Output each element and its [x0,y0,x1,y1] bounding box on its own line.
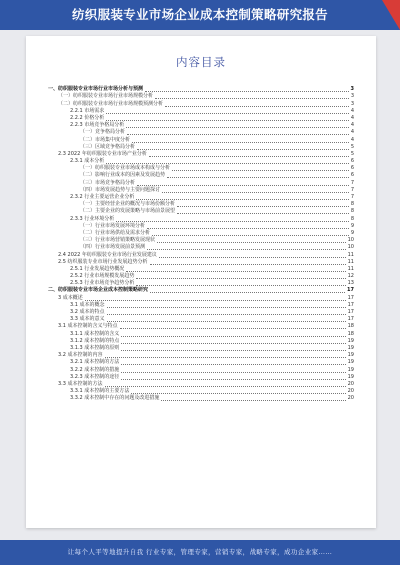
toc-entry-title: 3.2 成本控制的内容 [58,352,103,359]
toc-entry-title: （三）市场竞争格局分析 [80,179,136,186]
toc-entry-page: 7 [350,179,354,186]
toc-entry-title: 2.4 2022 年纺织服装专业市场行业发展建议 [58,251,157,258]
toc-entry[interactable] [48,223,354,230]
toc-leader-dots [149,156,349,157]
toc-leader-dots [150,292,345,293]
toc-entry-page: 5 [350,143,354,150]
toc-entry-title: 2.3 2022 年纺织服装专业市场产业分析 [58,150,147,157]
toc-leader-dots [121,379,345,380]
toc-entry-page: 3 [350,86,354,93]
toc-leader-dots [121,350,345,351]
toc-entry-page: 11 [347,258,354,265]
toc-entry[interactable] [48,151,354,158]
toc-leader-dots [120,328,346,329]
toc-leader-dots [106,113,349,114]
toc-entry-title: 二、纺织服装专业市场企业成本控制策略研究 [48,287,149,294]
toc-entry-page: 4 [350,136,354,143]
toc-leader-dots [136,199,348,200]
toc-entry-page: 6 [350,165,354,172]
toc-entry-title: 2.2.3 市场竞争格局分析 [70,122,125,129]
toc-entry-page: 18 [347,330,354,337]
toc-entry-title: （二）影响行业成本的因素及发展趋势 [80,172,166,179]
toc-leader-dots [157,242,346,243]
toc-entry-title: （一）行业市场发展环境分析 [80,222,146,229]
toc-entry-page: 20 [347,388,354,395]
toc-entry[interactable] [48,244,354,251]
toc-leader-dots [127,134,349,135]
toc-leader-dots [162,192,349,193]
toc-leader-dots [137,185,349,186]
toc-entry-page: 4 [350,114,354,121]
toc-entry-title: （四）市场发展趋势与主要问题探讨 [80,186,161,193]
toc-entry[interactable] [48,273,354,280]
toc-entry[interactable] [48,215,354,222]
toc-entry-page: 10 [347,237,354,244]
toc-entry[interactable] [48,115,354,122]
toc-entry-title: （四）行业市场发展前景预测 [80,244,146,251]
toc-entry-page: 6 [350,172,354,179]
toc-entry[interactable] [48,251,354,258]
toc-entry-page: 17 [347,294,354,301]
toc-leader-dots [177,206,349,207]
toc-entry-title: 3.3.2 成本控制中存在的问题及改进措施 [70,395,160,402]
toc-entry-title: （三）区域竞争格局分析 [80,143,136,150]
toc-entry-title: （一）主要经营企业的概况与市场份额分析 [80,201,176,208]
toc-entry-page: 17 [347,309,354,315]
toc-leader-dots [137,149,349,150]
toc-leader-dots [145,91,349,92]
toc-entry-page: 17 [347,287,354,294]
toc-entry-page: 10 [347,244,354,251]
toc-entry[interactable] [48,388,354,395]
toc-entry-title: 3.1 成本的概念 [70,301,105,308]
toc-entry[interactable] [48,93,354,100]
toc-entry[interactable] [48,330,354,337]
toc-leader-dots [147,249,346,250]
toc-entry[interactable] [48,309,354,316]
toc-entry-title: （二）纺织服装专业市场行业市场规模预测分析 [58,100,164,107]
toc-leader-dots [152,235,349,236]
toc-entry[interactable] [48,294,354,301]
toc-entry[interactable] [48,108,354,115]
toc-entry[interactable] [48,259,354,266]
toc-leader-dots [85,300,346,301]
toc-entry-title: 3.1 成本控制的含义与特点 [58,323,118,330]
toc-entry[interactable] [48,172,354,179]
toc-entry-title: （一）竞争格局分析 [80,129,126,136]
toc-entry-page: 20 [347,395,354,402]
toc-leader-dots [159,257,346,258]
toc-entry-title: 2.3.1 成本分析 [70,158,105,165]
toc-entry-title: 2.5.1 行业发展趋势概况 [70,265,125,272]
toc-entry-title: 2.5.3 行业市场竞争趋势分析 [70,280,135,287]
toc-entry-title: 2.5.2 行业市场规模发展趋势 [70,273,135,280]
toc-entry[interactable] [48,381,354,388]
toc-entry-title: 2.3.2 行业主要运营企业分析 [70,194,135,200]
toc-leader-dots [107,307,346,308]
toc-entry-page: 19 [347,352,354,359]
toc-entry[interactable] [48,287,354,294]
toc-entry[interactable] [48,366,354,373]
toc-entry-title: 3.3 成本控制的方法 [58,380,103,387]
toc-entry-title: 3.2.1 成本控制的方法 [70,359,120,366]
toc-entry-page: 7 [350,194,354,200]
toc-entry[interactable] [48,100,354,107]
toc-entry[interactable] [48,129,354,136]
toc-entry-page: 19 [347,337,354,344]
toc-entry[interactable] [48,179,354,186]
toc-entry[interactable] [48,323,354,330]
toc-entry-page: 4 [350,107,354,114]
toc-entry-title: 3.1.2 成本控制的特点 [70,337,120,344]
toc-entry-title: 2.3.3 行业环境分析 [70,215,115,222]
report-title: 纺织服装专业市场企业成本控制策略研究报告 [71,7,328,22]
toc-entry-title: 3 成本概述 [58,294,83,301]
table-of-contents [48,86,354,402]
toc-entry[interactable] [48,374,354,381]
toc-entry-title: （二）行业市场供给及需求分析 [80,229,151,236]
toc-leader-dots [131,393,345,394]
toc-leader-dots [161,400,345,401]
toc-entry[interactable] [48,230,354,237]
toc-entry[interactable] [48,345,354,352]
toc-entry[interactable] [48,395,354,402]
toc-leader-dots [136,278,345,279]
toc-entry-title: 3.2.2 成本控制的措施 [70,366,120,373]
toc-entry[interactable] [48,158,354,165]
toc-entry-page: 17 [347,301,354,308]
toc-entry[interactable] [48,136,354,143]
toc-entry[interactable] [48,338,354,345]
toc-entry-page: 4 [350,129,354,136]
toc-entry-page: 11 [347,251,354,258]
toc-leader-dots [132,142,349,143]
toc-entry-page: 13 [347,280,354,287]
toc-entry-page: 19 [347,359,354,366]
toc-entry-title: 3.1.1 成本控制的含义 [70,330,120,337]
toc-leader-dots [106,163,349,164]
toc-entry-title: （一）纺织服装专业市场行业市场规模分析 [58,93,154,100]
toc-entry-title: （一）纺织服装专业市场成本构成与分析 [80,165,171,172]
toc-leader-dots [121,364,345,365]
toc-entry-page: 7 [350,186,354,193]
toc-leader-dots [107,314,346,315]
toc-entry-title: 3.2.3 成本控制的途径 [70,373,120,380]
toc-leader-dots [106,120,349,121]
toc-entry-page: 4 [350,122,354,129]
toc-heading: 内容目录 [176,55,226,69]
toc-entry-title: 2.2.1 市场需求 [70,107,105,114]
toc-leader-dots [136,285,345,286]
toc-leader-dots [121,343,345,344]
toc-entry-title: 3.2 成本的特点 [70,309,105,315]
toc-leader-dots [126,127,349,128]
toc-entry-title: 3.3 成本的意义 [70,316,105,323]
document-page [26,36,376,528]
toc-entry[interactable] [48,359,354,366]
toc-leader-dots [165,106,349,107]
toc-entry-page: 20 [347,380,354,387]
toc-leader-dots [150,264,346,265]
toc-entry[interactable] [48,187,354,194]
toc-entry-page: 19 [347,366,354,373]
toc-entry-page: 9 [350,222,354,229]
toc-leader-dots [105,357,346,358]
toc-entry-title: 2.2.2 价格分析 [70,114,105,121]
toc-leader-dots [177,213,349,214]
toc-entry-page: 18 [347,323,354,330]
toc-leader-dots [116,221,349,222]
toc-leader-dots [121,372,345,373]
toc-entry-page: 3 [350,93,354,100]
toc-leader-dots [172,170,349,171]
toc-entry-page: 8 [350,215,354,222]
footer-slogan: 让每个人平等地提升自我 行业专家，管理专家，营销专家，战略专家，成功企业家…… [67,548,333,556]
toc-entry-page: 17 [347,316,354,323]
toc-entry-page: 19 [347,373,354,380]
toc-entry-page: 11 [347,265,354,272]
toc-leader-dots [121,336,345,337]
toc-entry-title: （三）行业市场营销策略发展现状 [80,237,156,244]
toc-entry[interactable] [48,144,354,151]
toc-leader-dots [126,271,345,272]
toc-entry[interactable] [48,302,354,309]
toc-entry-page: 8 [350,201,354,208]
toc-entry-title: 3.3.1 成本控制的主要方法 [70,388,130,395]
toc-entry-page: 19 [347,344,354,351]
toc-entry-title: （二）市场集中度分析 [80,136,131,143]
toc-leader-dots [155,98,349,99]
toc-entry-title: 一、纺织服装专业市场行业市场分析与预测 [48,86,144,93]
toc-entry[interactable] [48,194,354,201]
toc-leader-dots [105,386,346,387]
toc-entry-title: （二）主要企业的发展策略与市场前景展望 [80,208,176,215]
toc-entry-page: 6 [350,158,354,165]
toc-entry[interactable] [48,266,354,273]
toc-entry-page: 3 [350,100,354,107]
toc-entry[interactable] [48,208,354,215]
top-banner [0,0,400,30]
toc-leader-dots [107,321,346,322]
toc-entry-title: 3.1.3 成本控制的原则 [70,344,120,351]
toc-entry-title: 2.5 纺织服装专业市场行业发展趋势分析 [58,258,148,265]
toc-entry-page: 5 [350,150,354,157]
toc-entry-page: 8 [350,208,354,215]
toc-leader-dots [147,228,349,229]
toc-leader-dots [167,177,349,178]
toc-entry-page: 9 [350,229,354,236]
toc-entry-page: 12 [347,273,354,280]
